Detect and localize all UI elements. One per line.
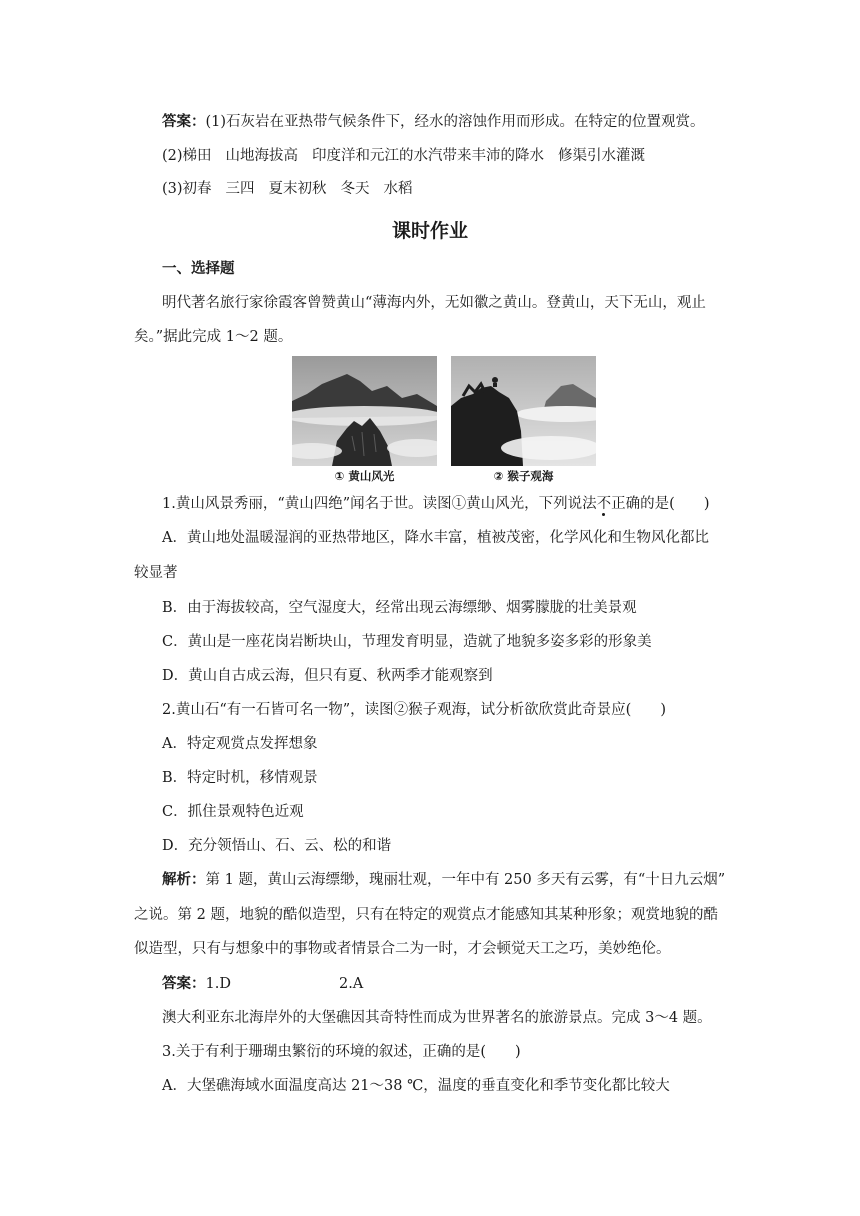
q2-option-a: A．特定观赏点发挥想象: [162, 736, 318, 752]
figure-huangshan-scenery: [292, 356, 437, 484]
q2-stem: 2.黄山石“有一石皆可名一物”，读图②猴子观海，试分析欲欣赏此奇景应( ): [162, 702, 666, 718]
q1-option-a-line-1: A．黄山地处温暖湿润的亚热带地区，降水丰富，植被茂密，化学风化和生物风化都比: [162, 530, 709, 546]
q1-option-d: D．黄山自古成云海，但只有夏、秋两季才能观察到: [162, 668, 493, 684]
answer-line-1: [162, 112, 705, 132]
monkey-watching-sea-photo: [451, 356, 596, 466]
q1-option-c: C．黄山是一座花岗岩断块山，节理发育明显，造就了地貌多姿多彩的形象美: [162, 634, 652, 650]
analysis-text-1: 第 1 题，黄山云海缥缈，瑰丽壮观，一年中有 250 多天有云雾，有“十日九云烟”: [205, 872, 726, 888]
intro-1-line-1: 明代著名旅行家徐霞客曾赞黄山“薄海内外，无如徽之黄山。登黄山，天下无山，观止: [162, 295, 706, 311]
analysis-line-2: 之说。第 2 题，地貌的酷似造型，只有在特定的观赏点才能感知其某种形象；观赏地貌的酷: [134, 907, 718, 923]
answer-item: (3)初春: [162, 181, 212, 197]
answer-text-1: (1)石灰岩在亚热带气候条件下，经水的溶蚀作用而形成。在特定的位置观赏。: [205, 114, 705, 130]
q1-stem-text-end: 正确的是( ): [611, 496, 710, 512]
answer-line-q1-q2: [162, 974, 363, 994]
q2-option-b: B．特定时机，移情观景: [162, 770, 318, 786]
q2-option-d: D．充分领悟山、石、云、松的和谐: [162, 838, 392, 854]
figure-caption-2: ② 猴子观海: [493, 469, 554, 483]
answer-item: 印度洋和元江的水汽带来丰沛的降水: [312, 148, 545, 164]
answer-item: (2)梯田: [162, 148, 212, 164]
analysis-label: 解析：: [162, 872, 206, 888]
q3-option-a: A．大堡礁海域水面温度高达 21～38 ℃，温度的垂直变化和季节变化都比较大: [162, 1078, 670, 1094]
huangshan-photo: [292, 356, 437, 466]
answer-line-2: [162, 146, 645, 166]
answer-item: 三四: [225, 181, 255, 197]
answer-label: 答案：: [162, 114, 206, 130]
analysis-line-1: [162, 870, 725, 890]
answer-item: 夏末初秋: [268, 181, 327, 197]
answer-item: 冬天: [340, 181, 370, 197]
answer-item: 山地海拔高: [225, 148, 299, 164]
q1-option-b: B．由于海拔较高，空气湿度大，经常出现云海缥缈、烟雾朦胧的壮美景观: [162, 600, 637, 616]
q3-stem: 3.关于有利于珊瑚虫繁衍的环境的叙述，正确的是( ): [162, 1044, 521, 1060]
q1-emphasis-char: 不: [596, 496, 612, 512]
q1-stem: [162, 494, 710, 514]
intro-1-line-2: 矣。”据此完成 1～2 题。: [134, 329, 293, 345]
section-heading-choice: 一、选择题: [162, 261, 235, 277]
answer-item: 水稻: [383, 181, 413, 197]
figure-caption-1: ① 黄山风光: [334, 469, 395, 483]
intro-2: 澳大利亚东北海岸外的大堡礁因其奇特性而成为世界著名的旅游景点。完成 3～4 题。: [162, 1010, 712, 1026]
figure-monkey-watching-sea: [451, 356, 596, 484]
q1-stem-text: 1.黄山风景秀丽，“黄山四绝”闻名于世。读图①黄山风光，下列说法: [162, 496, 597, 512]
answer-q1: 1.D: [205, 976, 231, 992]
answer-item: 修渠引水灌溉: [558, 148, 646, 164]
q1-option-a-line-2: 较显著: [134, 565, 178, 581]
answer-q2: 2.A: [338, 976, 364, 992]
answer-label-2: 答案：: [162, 976, 206, 992]
analysis-line-3: 似造型，只有与想象中的事物或者情景合二为一时，才会顿觉天工之巧，美妙绝伦。: [134, 941, 671, 957]
answer-line-3: [162, 179, 413, 199]
q2-option-c: C．抓住景观特色近观: [162, 804, 304, 820]
section-title: 课时作业: [391, 220, 468, 242]
